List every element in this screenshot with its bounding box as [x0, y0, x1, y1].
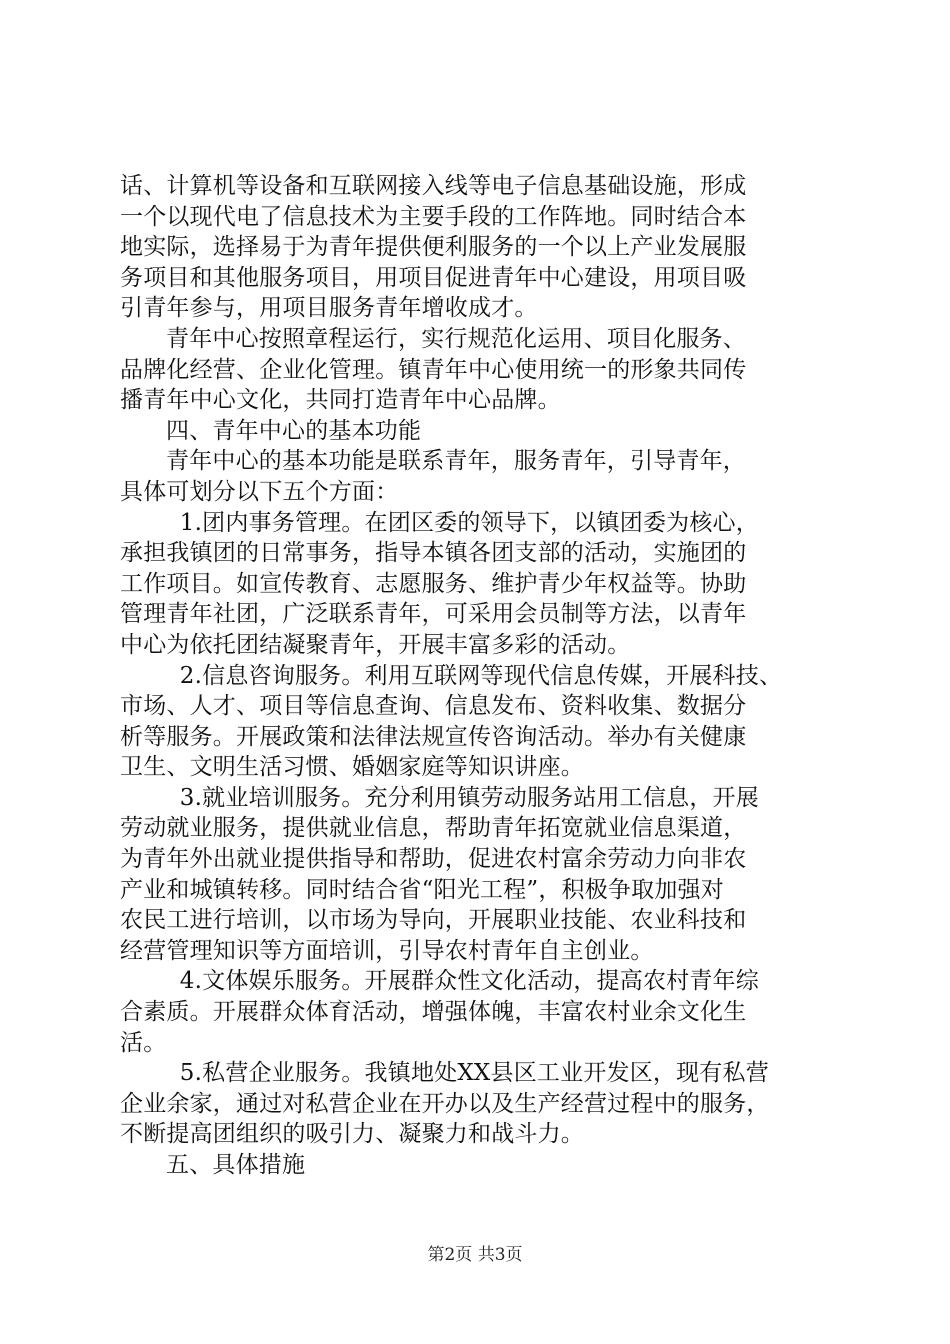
text-line: 析等服务。开展政策和法律法规宣传咨询活动。举办有关健康	[120, 723, 747, 750]
text-line: 工作项目。如宣传教育、志愿服务、维护青少年权益等。协助	[120, 570, 747, 597]
text-line: 务项目和其他服务项目，用项目促进青年中心建设，用项目吸	[120, 264, 747, 291]
text-line: 为青年外出就业提供指导和帮助，促进农村富余劳动力向非农	[120, 846, 747, 873]
text-line: 地实际，选择易于为青年提供便利服务的一个以上产业发展服	[120, 234, 747, 261]
text-line: 品牌化经营、企业化管理。镇青年中心使用统一的形象共同传	[120, 356, 747, 383]
text-line: 话、计算机等设备和互联网接入线等电子信息基础设施，形成	[120, 173, 747, 199]
text-line: 青年中心的基本功能是联系青年，服务青年，引导青年，	[166, 448, 746, 475]
text-line: 市场、人才、项目等信息查询、信息发布、资料收集、数据分	[120, 693, 747, 720]
text-line: 4.文体娱乐服务。开展群众性文化活动，提高农村青年综	[179, 968, 759, 995]
text-line: 活。	[120, 1029, 167, 1056]
text-line: 四、青年中心的基本功能	[166, 417, 422, 444]
text-line: 承担我镇团的日常事务，指导本镇各团支部的活动，实施团的	[120, 540, 747, 567]
text-line: 不断提高团组织的吸引力、凝聚力和战斗力。	[120, 1121, 584, 1148]
text-line: 2.信息咨询服务。利用互联网等现代信息传媒，开展科技、	[179, 662, 783, 689]
text-line: 经营管理知识等方面培训，引导农村青年自主创业。	[120, 937, 654, 964]
text-line: 管理青年社团，广泛联系青年，可采用会员制等方法，以青年	[120, 601, 747, 628]
page-footer: 第2页 共3页	[427, 1245, 523, 1265]
document-body	[120, 171, 840, 1181]
text-line: 农民工进行培训，以市场为导向，开展职业技能、农业科技和	[120, 907, 747, 934]
text-line: 具体可划分以下五个方面：	[120, 478, 399, 505]
text-line: 中心为依托团结凝聚青年，开展丰富多彩的活动。	[120, 631, 631, 658]
text-line: 产业和城镇转移。同时结合省“阳光工程”，积极争取加强对	[120, 876, 724, 903]
text-line: 青年中心按照章程运行，实行规范化运用、项目化服务、	[166, 325, 746, 352]
text-line: 劳动就业服务，提供就业信息，帮助青年拓宽就业信息渠道，	[120, 815, 747, 842]
text-line: 1.团内事务管理。在团区委的领导下，以镇团委为核心，	[179, 509, 759, 536]
text-line: 卫生、文明生活习惯、婚姻家庭等知识讲座。	[120, 754, 584, 781]
text-line: 合素质。开展群众体育活动，增强体魄，丰富农村业余文化生	[120, 999, 747, 1026]
text-line: 引青年参与，用项目服务青年增收成才。	[120, 295, 538, 322]
text-line: 3.就业培训服务。充分利用镇劳动服务站用工信息，开展	[179, 784, 759, 811]
text-line: 一个以现代电了信息技术为主要手段的工作阵地。同时结合本	[120, 203, 747, 230]
text-line: 播青年中心文化，共同打造青年中心品牌。	[120, 387, 561, 414]
text-line: 五、具体措施	[166, 1152, 306, 1178]
text-line: 企业余家，通过对私营企业在开办以及生产经营过程中的服务，	[120, 1090, 770, 1117]
text-line: 5.私营企业服务。我镇地处XX县区工业开发区，现有私营	[179, 1060, 769, 1087]
